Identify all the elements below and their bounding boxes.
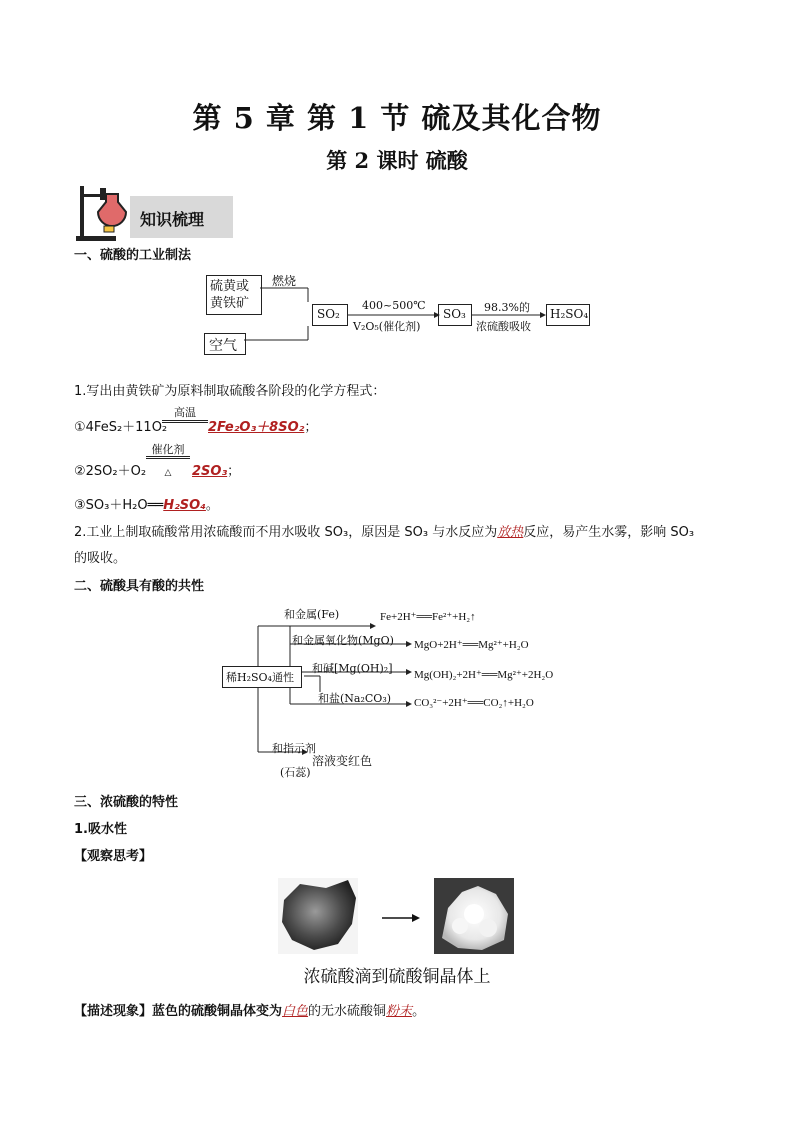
equation-2: ②2SO₂＋O₂ [74, 464, 147, 479]
section3-heading: 三、浓硫酸的特性 [74, 795, 179, 810]
branch-label-base: 和碱[Mg(OH)₂] [312, 662, 393, 675]
desc-answer-white: 白色 [282, 1004, 309, 1019]
question-1: 1.写出由黄铁矿为原料制取硫酸各阶段的化学方程式： [74, 384, 386, 399]
branch-label-litmus: (石蕊) [280, 766, 311, 779]
desc-answer-powder: 粉末 [386, 1004, 413, 1019]
describe-phenomenon: 【描述现象】蓝色的硫酸铜晶体变为白色的无水硫酸铜粉末。 [74, 1004, 426, 1019]
branch-label-metal: 和金属(Fe) [284, 608, 340, 621]
condition-catalyst: V₂O₅(催化剂) [353, 320, 421, 333]
so3-box: SO₃ [438, 304, 472, 326]
branch-label-salt: 和盐(Na₂CO₃) [318, 692, 392, 705]
photo-caption: 浓硫酸滴到硫酸铜晶体上 [303, 967, 491, 987]
eq3-answer: H₂SO₄ [163, 498, 206, 513]
equation-3: ③SO₃＋H₂O══H₂SO₄。 [74, 498, 219, 513]
absorb-label-top: 98.3%的 [484, 301, 530, 314]
absorb-label-bottom: 浓硫酸吸收 [476, 320, 531, 333]
eq1-answer: 2Fe₂O₃＋8SO₂ [208, 420, 305, 435]
equation-1: ①4FeS₂＋11O₂ [74, 420, 168, 435]
branch-eq-metal-oxide: MgO+2H⁺══Mg²⁺+H₂O [414, 639, 529, 651]
burn-label: 燃烧 [272, 274, 297, 288]
section2-heading: 二、硫酸具有酸的共性 [74, 579, 205, 594]
branch-label-metal-oxide: 和金属氧化物(MgO) [292, 634, 394, 647]
lab-flask-icon [76, 180, 132, 244]
branch-eq-salt: CO₃²⁻+2H⁺══CO₂↑+H₂O [414, 697, 534, 709]
raw-material-box: 硫黄或黄铁矿 [206, 275, 262, 315]
eq2-answer: 2SO₃ [192, 464, 228, 479]
air-box: 空气 [204, 333, 246, 355]
page-subtitle: 第 2 课时 硫酸 [326, 148, 468, 173]
observe-label: 【观察思考】 [74, 849, 153, 864]
dilute-acid-box: 稀H₂SO₄通性 [222, 666, 302, 688]
eq1-condition: 高温 [162, 404, 208, 423]
question-2: 2.工业上制取硫酸常用浓硫酸而不用水吸收 SO₃，原因是 SO₃ 与水反应为放热反应，易产生水雾，影响 SO₃ 的吸收。 [74, 525, 695, 566]
branch-eq-indicator: 溶液变红色 [312, 754, 373, 768]
page-title: 第 5 章 第 1 节 硫及其化合物 [192, 101, 602, 135]
h2so4-box: H₂SO₄ [546, 304, 590, 326]
experiment-photos [278, 878, 518, 958]
q2-answer: 放热 [497, 525, 524, 540]
branch-label-indicator: 和指示剂 [272, 742, 316, 755]
condition-temp: 400~500℃ [362, 299, 426, 312]
branch-eq-base: Mg(OH)₂+2H⁺══Mg²⁺+2H₂O [414, 669, 554, 681]
so2-box: SO₂ [312, 304, 348, 326]
eq2-heat: △ [164, 468, 172, 478]
section1-heading: 一、硫酸的工业制法 [74, 248, 192, 263]
branch-eq-metal: Fe+2H⁺══Fe²⁺+H₂↑ [380, 611, 476, 623]
banner-label: 知识梳理 [140, 210, 205, 229]
section-banner [130, 196, 233, 238]
eq2-condition: 催化剂 [146, 444, 190, 459]
subsection-hygroscopic: 1.吸水性 [74, 822, 127, 837]
